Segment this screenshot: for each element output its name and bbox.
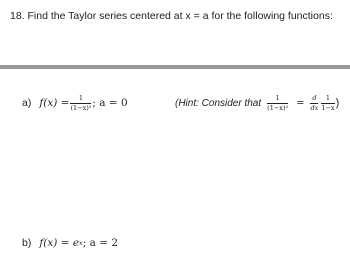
hint-d-denominator: dx — [310, 103, 319, 112]
hint-right-numerator: 1 — [321, 95, 334, 104]
part-b-exponent: x — [79, 239, 83, 247]
part-a — [22, 95, 128, 111]
part-b-label: b) — [22, 237, 32, 249]
hint-left-denominator: (1−x)² — [267, 103, 289, 112]
hint-derivative-operator — [310, 95, 318, 111]
part-a-numerator: 1 — [70, 95, 91, 104]
section-divider — [0, 65, 350, 69]
part-a-center: ; a = 0 — [92, 97, 128, 109]
hint — [175, 95, 339, 111]
part-b-lhs: f(x) = e — [39, 237, 80, 249]
hint-right-denominator: 1−x — [321, 103, 335, 112]
part-a-fraction — [70, 95, 91, 111]
hint-fraction-right — [321, 95, 334, 111]
hint-close-paren: ) — [335, 97, 340, 109]
part-a-label: a) — [22, 97, 32, 109]
part-b — [22, 237, 118, 249]
part-a-lhs: f(x) = — [39, 97, 70, 109]
part-a-denominator: (1−x)² — [70, 103, 92, 112]
hint-fraction-left — [267, 95, 288, 111]
hint-equals: = — [296, 97, 305, 109]
part-b-center: ; a = 2 — [82, 237, 119, 249]
hint-left-numerator: 1 — [267, 95, 288, 104]
question-prompt: 18. Find the Taylor series centered at x = a for the following functions: — [10, 10, 333, 22]
hint-d-numerator: d — [312, 94, 317, 102]
hint-prefix: (Hint: Consider that — [175, 97, 262, 109]
